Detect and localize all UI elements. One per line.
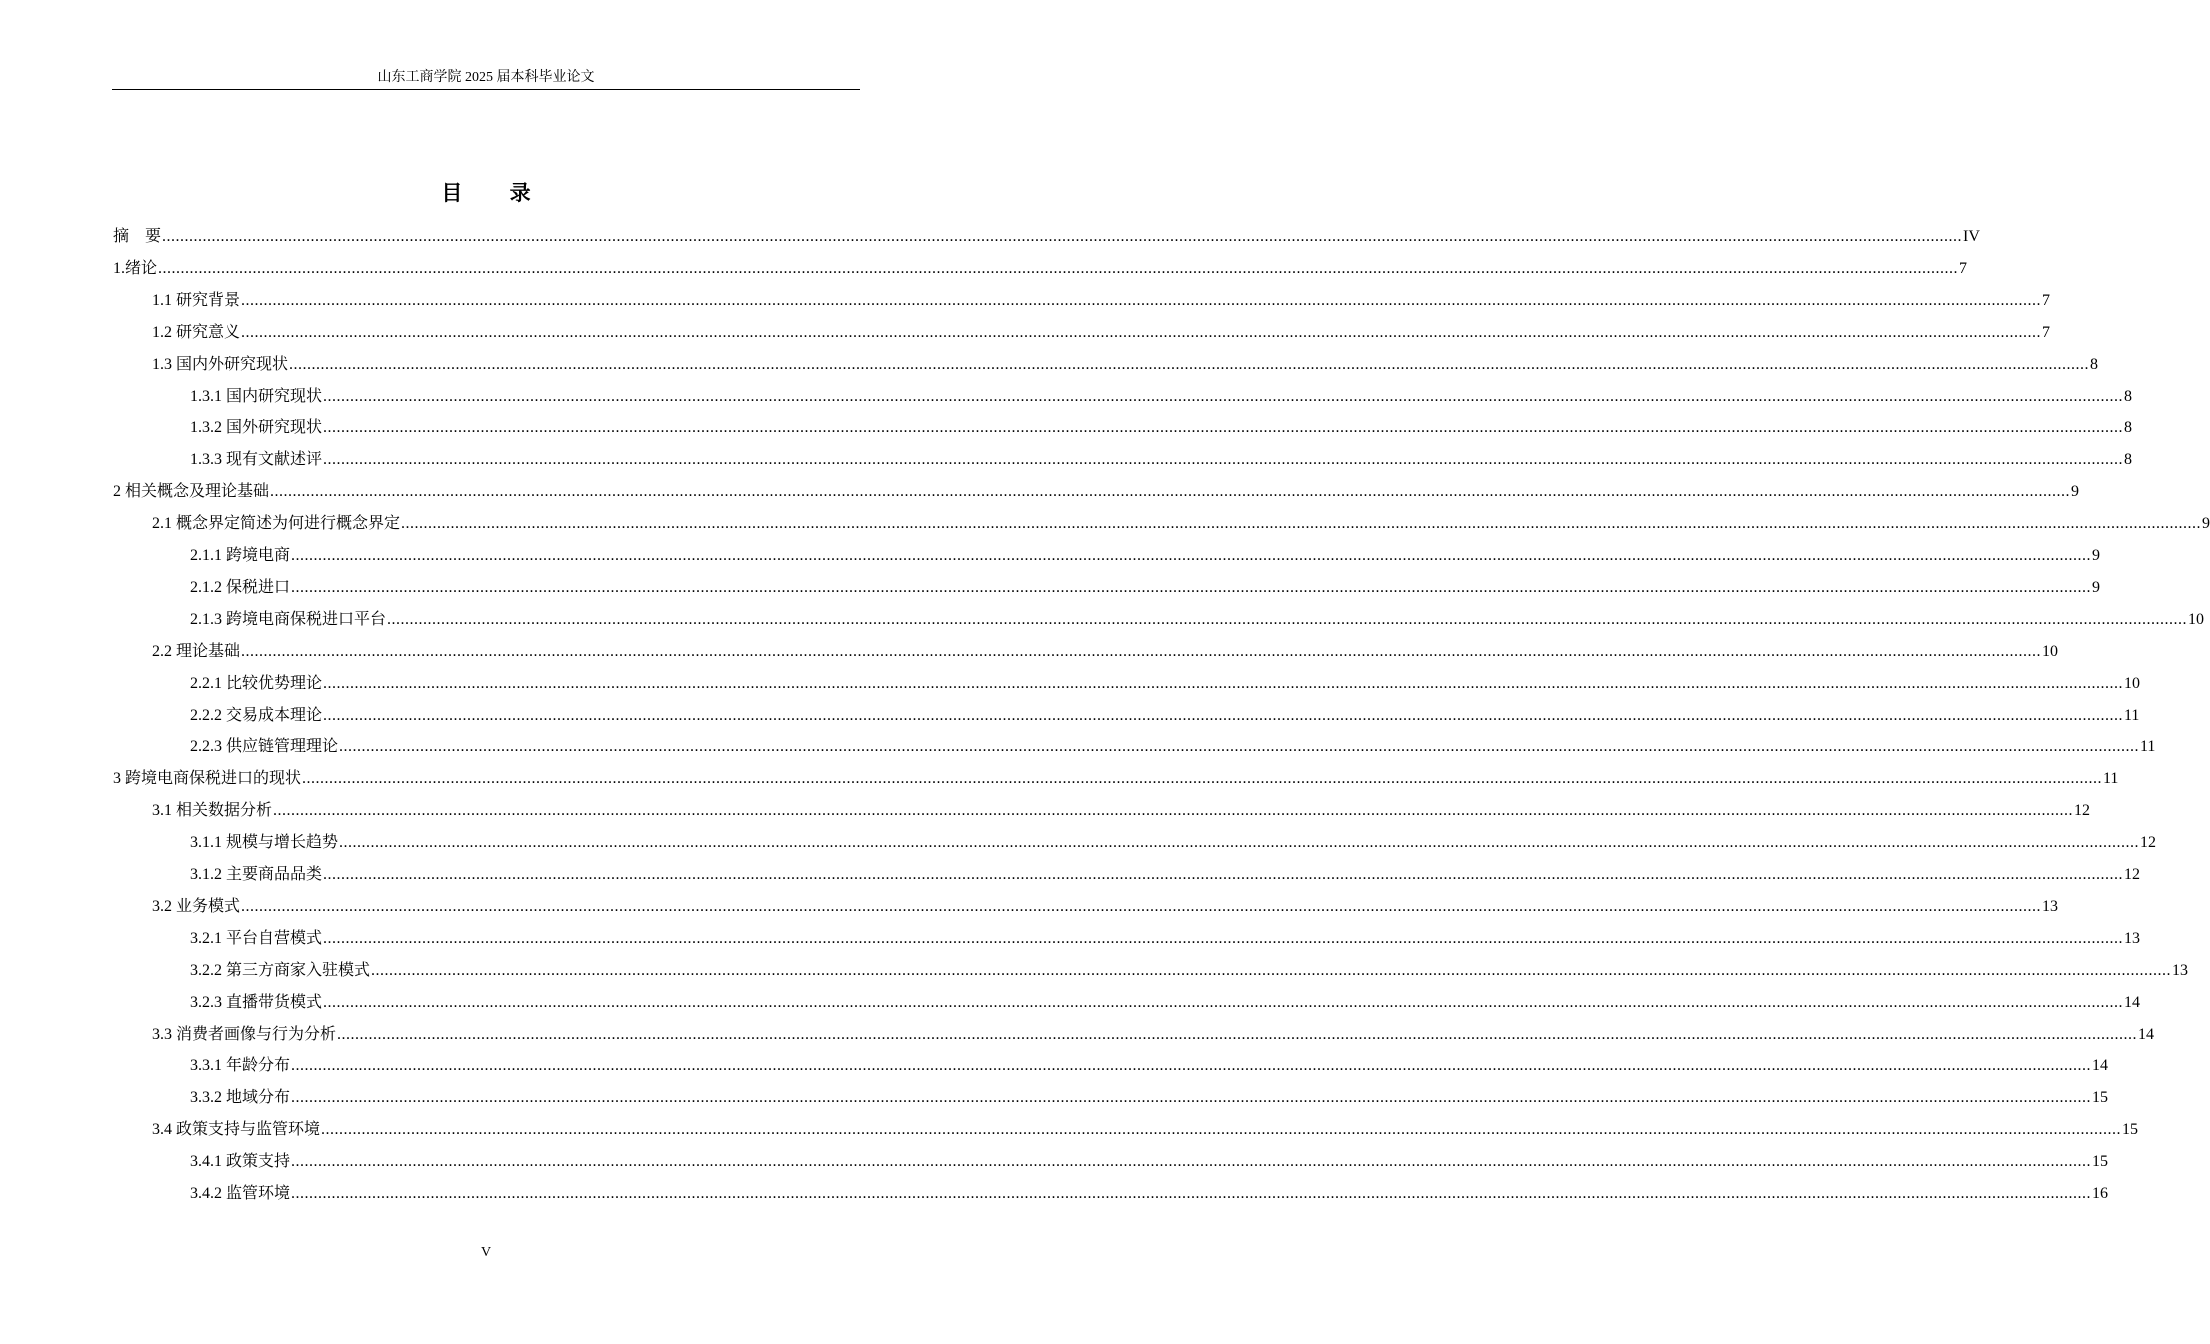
toc-entry[interactable] [190, 859, 2141, 891]
toc-entry-label: 2.1.3 跨境电商保税进口平台 [190, 610, 387, 628]
toc-entry-page: 14 [2124, 993, 2141, 1011]
toc-dot-leader: ................................................................................................................................................................................................................................................................................................................................................................................................................ [270, 483, 2071, 501]
toc-dot-leader: ................................................................................................................................................................................................................................................................................................................................................................................................................ [291, 578, 2092, 596]
toc-entry[interactable] [190, 572, 2101, 604]
toc-entry-page: 12 [2074, 802, 2091, 820]
toc-entry-page: 12 [2124, 866, 2141, 883]
toc-entry[interactable] [113, 253, 1968, 285]
toc-entry-label: 2.1.2 保税进口 [190, 578, 291, 596]
toc-entry-label: 1.3.1 国内研究现状 [190, 387, 323, 405]
toc-dot-leader: ................................................................................................................................................................................................................................................................................................................................................................................................................ [289, 355, 2090, 373]
toc-entry-label: 3.3.1 年龄分布 [190, 1057, 291, 1075]
toc-entry-page: 7 [1959, 259, 1968, 277]
toc-entry-page: 8 [2124, 387, 2133, 405]
toc-dot-leader: ................................................................................................................................................................................................................................................................................................................................................................................................................ [241, 642, 2042, 660]
toc-dot-leader: ................................................................................................................................................................................................................................................................................................................................................................................................................ [401, 515, 2202, 533]
toc-entry-page: 13 [2172, 961, 2189, 979]
toc-entry-page: 15 [2092, 1089, 2109, 1107]
toc-entry[interactable] [190, 700, 2140, 732]
toc-dot-leader: ................................................................................................................................................................................................................................................................................................................................................................................................................ [291, 1153, 2092, 1171]
toc-entry-page: 10 [2188, 610, 2205, 628]
toc-entry[interactable] [152, 1114, 2139, 1146]
toc-entry-label: 3.2.1 平台自营模式 [190, 929, 323, 947]
toc-entry[interactable] [113, 221, 1980, 253]
toc-entry-page: IV [1963, 228, 1980, 245]
toc-entry[interactable] [152, 508, 2210, 540]
toc-dot-leader: ................................................................................................................................................................................................................................................................................................................................................................................................................ [162, 228, 1963, 245]
toc-dot-leader: ................................................................................................................................................................................................................................................................................................................................................................................................................ [339, 834, 2140, 852]
toc-entry-label: 1.3 国内外研究现状 [152, 355, 289, 373]
toc-entry-label: 3.1 相关数据分析 [152, 802, 273, 820]
toc-entry-page: 13 [2042, 897, 2059, 915]
toc-entry-page: 14 [2092, 1057, 2109, 1075]
toc-entry-label: 3.1.1 规模与增长趋势 [190, 834, 339, 852]
toc-entry-label: 2.1.1 跨境电商 [190, 547, 291, 564]
toc-entry[interactable] [190, 444, 2133, 476]
toc-entry[interactable] [190, 1050, 2109, 1082]
toc-entry[interactable] [152, 891, 2059, 923]
toc-dot-leader: ................................................................................................................................................................................................................................................................................................................................................................................................................ [323, 419, 2124, 437]
page-number: V [480, 1245, 492, 1260]
toc-dot-leader: ................................................................................................................................................................................................................................................................................................................................................................................................................ [158, 259, 1959, 277]
toc-entry-label: 2.2 理论基础 [152, 642, 241, 660]
toc-entry[interactable] [190, 381, 2133, 413]
toc-dot-leader: ................................................................................................................................................................................................................................................................................................................................................................................................................ [291, 1057, 2092, 1075]
toc-dot-leader: ................................................................................................................................................................................................................................................................................................................................................................................................................ [323, 674, 2124, 692]
toc-dot-leader: ................................................................................................................................................................................................................................................................................................................................................................................................................ [291, 1089, 2092, 1107]
toc-entry-page: 15 [2092, 1153, 2109, 1171]
toc-entry-page: 10 [2124, 674, 2141, 692]
toc-entry[interactable] [152, 1019, 2155, 1051]
toc-entry[interactable] [152, 285, 2051, 317]
toc-entry-page: 9 [2092, 578, 2101, 596]
toc-dot-leader: ................................................................................................................................................................................................................................................................................................................................................................................................................ [323, 866, 2124, 883]
toc-dot-leader: ................................................................................................................................................................................................................................................................................................................................................................................................................ [337, 1025, 2138, 1043]
toc-entry-label: 3.4 政策支持与监管环境 [152, 1121, 321, 1139]
toc-entry-page: 8 [2124, 451, 2133, 469]
toc-dot-leader: ................................................................................................................................................................................................................................................................................................................................................................................................................ [302, 770, 2103, 788]
toc-entry-label: 2.1 概念界定简述为何进行概念界定 [152, 515, 401, 533]
toc-entry-label: 3.2 业务模式 [152, 897, 241, 915]
toc-dot-leader: ................................................................................................................................................................................................................................................................................................................................................................................................................ [323, 929, 2124, 947]
toc-dot-leader: ................................................................................................................................................................................................................................................................................................................................................................................................................ [371, 961, 2172, 979]
toc-entry-page: 13 [2124, 929, 2141, 947]
toc-entry-label: 1.绪论 [113, 259, 158, 277]
toc-entry[interactable] [190, 1178, 2109, 1210]
toc-dot-leader: ................................................................................................................................................................................................................................................................................................................................................................................................................ [291, 1185, 2092, 1202]
toc-entry-page: 7 [2042, 291, 2051, 309]
toc-entry-label: 3 跨境电商保税进口的现状 [113, 770, 302, 788]
toc-entry-page: 11 [2103, 770, 2119, 788]
toc-entry-label: 摘 要 [113, 228, 162, 245]
header-rule [112, 89, 860, 90]
toc-entry-page: 8 [2124, 419, 2133, 437]
toc-entry-label: 2 相关概念及理论基础 [113, 483, 270, 501]
toc-entry[interactable] [190, 1146, 2109, 1178]
toc-entry[interactable] [152, 795, 2091, 827]
toc-entry-page: 11 [2124, 706, 2140, 724]
toc-entry-page: 14 [2138, 1025, 2155, 1043]
toc-entry-page: 12 [2140, 834, 2157, 852]
toc-entry-label: 1.2 研究意义 [152, 323, 241, 341]
toc-entry[interactable] [152, 636, 2059, 668]
toc-entry-label: 3.4.1 政策支持 [190, 1153, 291, 1171]
toc-entry-page: 7 [2042, 323, 2051, 341]
toc-dot-leader: ................................................................................................................................................................................................................................................................................................................................................................................................................ [323, 706, 2124, 724]
running-header: 山东工商学院 2025 届本科毕业论文 [377, 70, 595, 85]
toc-dot-leader: ................................................................................................................................................................................................................................................................................................................................................................................................................ [323, 451, 2124, 469]
toc-entry-page: 10 [2042, 642, 2059, 660]
toc-entry[interactable] [113, 763, 2119, 795]
toc-entry-label: 3.3 消费者画像与行为分析 [152, 1025, 337, 1043]
toc-entry-page: 15 [2122, 1121, 2139, 1139]
toc-dot-leader: ................................................................................................................................................................................................................................................................................................................................................................................................................ [323, 387, 2124, 405]
page-title: 目 录 [441, 181, 551, 205]
toc-entry-label: 3.3.2 地域分布 [190, 1089, 291, 1107]
toc-entry-page: 9 [2071, 483, 2080, 501]
toc-dot-leader: ................................................................................................................................................................................................................................................................................................................................................................................................................ [241, 897, 2042, 915]
toc-entry-label: 1.3.3 现有文献述评 [190, 451, 323, 469]
toc-entry[interactable] [152, 317, 2051, 349]
toc-entry[interactable] [190, 668, 2141, 700]
toc-dot-leader: ................................................................................................................................................................................................................................................................................................................................................................................................................ [273, 802, 2074, 820]
toc-dot-leader: ................................................................................................................................................................................................................................................................................................................................................................................................................ [387, 610, 2188, 628]
toc-dot-leader: ................................................................................................................................................................................................................................................................................................................................................................................................................ [241, 291, 2042, 309]
toc-entry-page: 9 [2092, 547, 2101, 564]
toc-entry-label: 1.3.2 国外研究现状 [190, 419, 323, 437]
toc-entry[interactable] [152, 349, 2099, 381]
toc-entry-label: 3.4.2 监管环境 [190, 1185, 291, 1202]
toc-entry-label: 2.2.3 供应链管理理论 [190, 738, 339, 756]
toc-dot-leader: ................................................................................................................................................................................................................................................................................................................................................................................................................ [291, 547, 2092, 564]
toc-entry[interactable] [190, 540, 2101, 572]
toc-entry[interactable] [190, 1082, 2109, 1114]
toc-entry-page: 8 [2090, 355, 2099, 373]
toc-entry-label: 2.2.1 比较优势理论 [190, 674, 323, 692]
toc-entry-label: 1.1 研究背景 [152, 291, 241, 309]
toc-entry[interactable] [190, 412, 2133, 444]
toc-entry-label: 2.2.2 交易成本理论 [190, 706, 323, 724]
toc-entry-page: 16 [2092, 1185, 2109, 1202]
toc-entry[interactable] [190, 604, 2205, 636]
toc-dot-leader: ................................................................................................................................................................................................................................................................................................................................................................................................................ [321, 1121, 2122, 1139]
toc-entry-label: 3.2.2 第三方商家入驻模式 [190, 961, 371, 979]
toc-entry[interactable] [190, 987, 2141, 1019]
toc-dot-leader: ................................................................................................................................................................................................................................................................................................................................................................................................................ [339, 738, 2140, 756]
toc-entry[interactable] [190, 955, 2189, 987]
toc-entry-page: 9 [2202, 515, 2210, 533]
toc-entry[interactable] [190, 923, 2141, 955]
toc-entry[interactable] [190, 827, 2157, 859]
toc-dot-leader: ................................................................................................................................................................................................................................................................................................................................................................................................................ [241, 323, 2042, 341]
toc-entry-label: 3.1.2 主要商品品类 [190, 866, 323, 883]
toc-entry-label: 3.2.3 直播带货模式 [190, 993, 323, 1011]
toc-dot-leader: ................................................................................................................................................................................................................................................................................................................................................................................................................ [323, 993, 2124, 1011]
toc-entry-page: 11 [2140, 738, 2156, 756]
toc-entry[interactable] [190, 731, 2156, 763]
toc-entry[interactable] [113, 476, 2080, 508]
